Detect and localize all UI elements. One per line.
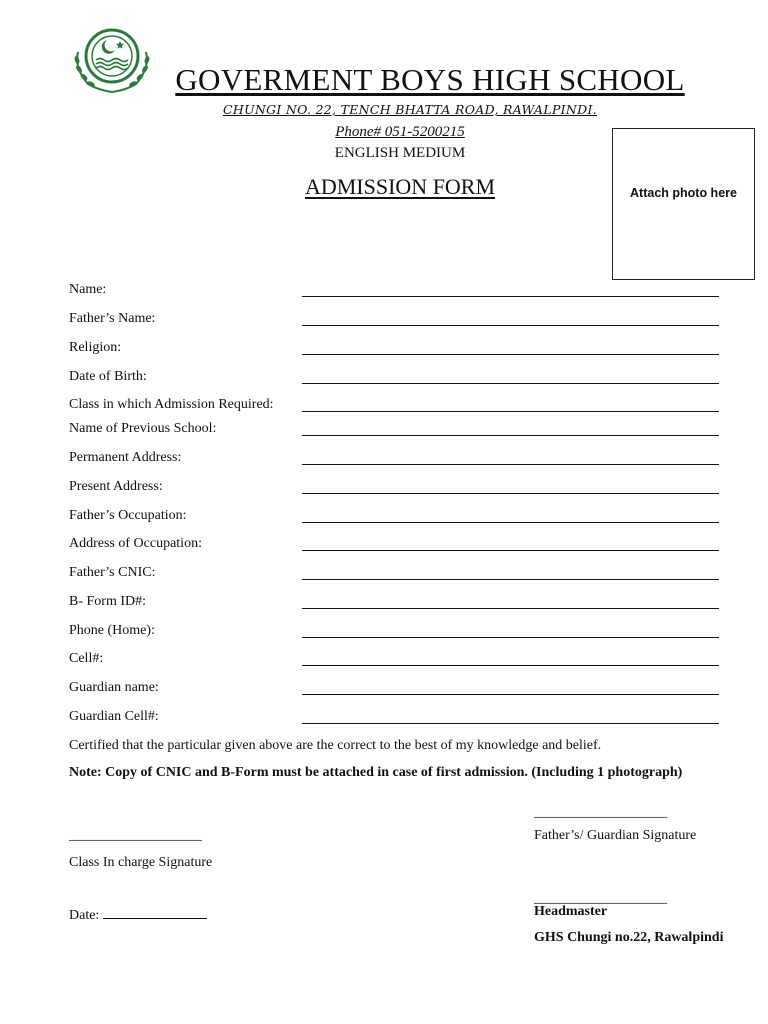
field-line-date-of-birth[interactable] (302, 383, 719, 384)
form-title: ADMISSION FORM (304, 174, 496, 199)
field-label: Name of Previous School: (69, 421, 217, 436)
field-line-fathers-name[interactable] (302, 325, 719, 326)
class-incharge-signature-line[interactable]: ___________________ (69, 828, 202, 843)
field-line-phone-home[interactable] (302, 637, 719, 638)
punjab-emblem-logo (70, 26, 150, 96)
field-label: Father’s CNIC: (69, 565, 156, 580)
field-label: Guardian Cell#: (69, 709, 159, 724)
field-line-previous-school[interactable] (302, 435, 719, 436)
field-line-name[interactable] (302, 296, 719, 297)
field-label: Father’s Name: (69, 311, 156, 326)
school-name: GOVERMENT BOYS HIGH SCHOOL (175, 62, 685, 97)
field-label: Phone (Home): (69, 623, 155, 638)
field-line-permanent-address[interactable] (302, 464, 719, 465)
school-phone: Phone# 051-5200215 (335, 124, 465, 140)
field-label: Date of Birth: (69, 369, 147, 384)
field-line-address-of-occupation[interactable] (302, 550, 719, 551)
headmaster-signature-line[interactable]: ___________________ (534, 891, 667, 906)
father-signature-label: Father’s/ Guardian Signature (534, 828, 697, 843)
field-label: Name: (69, 282, 107, 297)
class-incharge-signature-label: Class In charge Signature (69, 855, 213, 870)
date-label: Date: (69, 908, 100, 923)
field-label: Cell#: (69, 651, 104, 666)
field-line-religion[interactable] (302, 354, 719, 355)
field-line-guardian-cell[interactable] (302, 723, 719, 724)
field-line-fathers-cnic[interactable] (302, 579, 719, 580)
field-label: Permanent Address: (69, 450, 182, 465)
father-signature-line[interactable]: ___________________ (534, 805, 667, 820)
field-label: Guardian name: (69, 680, 159, 695)
field-line-class-required[interactable] (302, 411, 719, 412)
field-line-guardian-name[interactable] (302, 694, 719, 695)
medium-label: ENGLISH MEDIUM (334, 145, 466, 161)
note-text: Note: Copy of CNIC and B-Form must be attached in case of first admission. (Including 1 photograph) (69, 765, 683, 780)
field-line-fathers-occupation[interactable] (302, 522, 719, 523)
field-label: Religion: (69, 340, 122, 355)
field-line-cell[interactable] (302, 665, 719, 666)
headmaster-label: Headmaster (534, 904, 608, 919)
field-label: Father’s Occupation: (69, 508, 187, 523)
photo-box-label: Attach photo here (630, 186, 737, 200)
field-label: Present Address: (69, 479, 163, 494)
date-line[interactable] (103, 904, 207, 919)
certification-text: Certified that the particular given above are the correct to the best of my knowledge and belief. (69, 738, 602, 753)
photo-box[interactable] (612, 128, 755, 280)
date-field (69, 904, 207, 924)
field-label: Address of Occupation: (69, 536, 202, 551)
field-label: Class in which Admission Required: (69, 397, 274, 412)
field-label: B- Form ID#: (69, 594, 146, 609)
school-address: CHUNGI NO. 22, TENCH BHATTA ROAD, RAWALPINDI. (223, 102, 597, 117)
field-line-present-address[interactable] (302, 493, 719, 494)
field-line-b-form-id[interactable] (302, 608, 719, 609)
headmaster-school: GHS Chungi no.22, Rawalpindi (534, 930, 724, 945)
